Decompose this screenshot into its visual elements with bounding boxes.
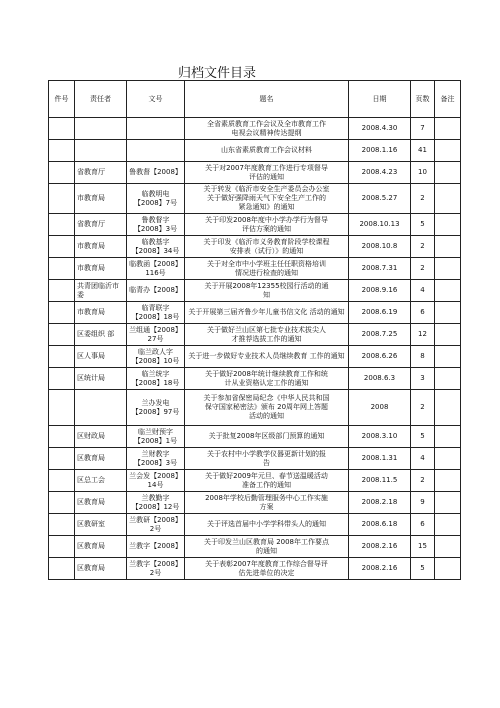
doc-no-line: 临兰统字 xyxy=(141,369,170,378)
cell-responsible: 区教研室 xyxy=(75,514,127,536)
cell-title xyxy=(185,536,349,558)
cell-doc-no xyxy=(127,346,185,368)
title-line: 关于印发兰山区教育局 2008年工作要点 xyxy=(203,537,330,546)
table-row xyxy=(49,236,461,258)
header-col-title: 题名 xyxy=(185,81,349,118)
cell-title xyxy=(185,280,349,302)
title-line: 评估的通知 xyxy=(249,172,284,181)
cell-pages: 6 xyxy=(411,514,435,536)
doc-no-line: 临教明电 xyxy=(141,189,170,198)
cell-remarks xyxy=(435,470,461,492)
doc-no-line: 【2008】34号 xyxy=(131,246,180,255)
cell-pages: 6 xyxy=(411,302,435,324)
cell-pages: 2 xyxy=(411,236,435,258)
doc-no-line: 兰办发电 xyxy=(141,398,170,407)
cell-remarks xyxy=(435,536,461,558)
cell-number xyxy=(49,140,75,162)
doc-no-line: 【2008】12号 xyxy=(131,502,180,511)
doc-no-line: 【2008】1号 xyxy=(133,436,178,445)
cell-title xyxy=(185,302,349,324)
cell-number xyxy=(49,390,75,426)
doc-no-line: 鲁教督字 xyxy=(141,215,170,224)
title-line: 关于对2007年度教育工作进行专项督导 xyxy=(205,163,328,172)
cell-pages: 2 xyxy=(411,184,435,214)
cell-pages: 4 xyxy=(411,280,435,302)
cell-number xyxy=(49,236,75,258)
cell-number xyxy=(49,426,75,448)
cell-responsible: 区教育局 xyxy=(75,448,127,470)
table-row xyxy=(49,492,461,514)
table-row xyxy=(49,302,461,324)
title-line: 关于做好2009年元旦、春节送温暖活动 xyxy=(205,471,328,480)
cell-pages: 5 xyxy=(411,214,435,236)
cell-pages: 41 xyxy=(411,140,435,162)
title-line: 关于印发《临沂市义务教育阶段学校课程 xyxy=(203,237,330,246)
cell-title xyxy=(185,324,349,346)
cell-date: 2008.6.3 xyxy=(349,368,411,390)
table-row xyxy=(49,448,461,470)
cell-title xyxy=(185,140,349,162)
cell-responsible xyxy=(75,140,127,162)
table-header-row xyxy=(49,81,461,118)
doc-no-line: 【2008】18号 xyxy=(131,378,180,387)
cell-number xyxy=(49,214,75,236)
cell-number xyxy=(49,346,75,368)
table-row xyxy=(49,558,461,580)
cell-pages: 5 xyxy=(411,558,435,580)
cell-date: 2008.2.16 xyxy=(349,558,411,580)
table-row xyxy=(49,162,461,184)
cell-date: 2008.2.16 xyxy=(349,536,411,558)
title-line: 关于做好2008年统计继续教育工作和统 xyxy=(205,369,328,378)
title-line: 电视会议精神传达提纲 xyxy=(231,128,302,137)
cell-title xyxy=(185,470,349,492)
cell-remarks xyxy=(435,492,461,514)
table-row xyxy=(49,346,461,368)
cell-remarks xyxy=(435,258,461,280)
cell-responsible: 省教育厅 xyxy=(75,214,127,236)
cell-date: 2008.7.31 xyxy=(349,258,411,280)
cell-remarks xyxy=(435,346,461,368)
archive-table xyxy=(48,80,461,580)
cell-remarks xyxy=(435,184,461,214)
doc-no-line: 2号 xyxy=(149,524,162,533)
cell-doc-no xyxy=(127,214,185,236)
title-line: 关于印发2008年度中小学办学行为督导 xyxy=(205,215,328,224)
title-line: 活动的通知 xyxy=(249,412,284,420)
title-line: 评估方案的通知 xyxy=(242,224,291,233)
cell-doc-no xyxy=(127,558,185,580)
cell-title xyxy=(185,492,349,514)
doc-no-line: 兰教字【2008】 xyxy=(129,559,182,568)
title-line: 计从业资格认定工作的通知 xyxy=(224,378,309,387)
table-row xyxy=(49,140,461,162)
title-line: 关于开展第三届齐鲁少年儿童书信文化 活动的通知 xyxy=(188,308,345,316)
cell-doc-no xyxy=(127,324,185,346)
cell-remarks xyxy=(435,302,461,324)
doc-no-line: 临教函【2008】 xyxy=(129,259,182,268)
cell-responsible: 区教育局 xyxy=(75,558,127,580)
header-col-pages: 页数 xyxy=(411,81,435,118)
cell-date: 2008.4.30 xyxy=(349,118,411,140)
cell-doc-no xyxy=(127,302,185,324)
doc-no-line: 兰组通【2008】 xyxy=(129,325,182,334)
cell-number xyxy=(49,118,75,140)
title-line: 关于农村中小学教学仪器更新计划的报 xyxy=(207,449,326,458)
doc-no-line: 临教基字 xyxy=(141,237,170,246)
cell-number xyxy=(49,470,75,492)
doc-no-line: 兰教研【2008】 xyxy=(129,515,182,524)
cell-date: 2008.6.26 xyxy=(349,346,411,368)
cell-number xyxy=(49,558,75,580)
table-row xyxy=(49,214,461,236)
title-line: 关于开展2008年12355校园行活动的通 xyxy=(204,281,329,290)
cell-pages: 10 xyxy=(411,162,435,184)
cell-doc-no xyxy=(127,448,185,470)
cell-number xyxy=(49,184,75,214)
doc-no-line: 116号 xyxy=(145,268,166,277)
cell-title xyxy=(185,390,349,426)
doc-no-line: 2号 xyxy=(149,568,162,577)
title-line: 关于批复2008年区级部门预算的通知 xyxy=(208,432,325,440)
header-col-responsible: 责任者 xyxy=(75,81,127,118)
doc-no-line: 兰教字【2008】 xyxy=(129,542,182,550)
title-line: 关于参加省保密局纪念《中华人民共和国 xyxy=(203,394,330,402)
cell-date: 2008.9.16 xyxy=(349,280,411,302)
cell-responsible: 区教育局 xyxy=(75,492,127,514)
cell-pages: 9 xyxy=(411,492,435,514)
cell-title xyxy=(185,346,349,368)
title-line: 告 xyxy=(263,458,270,467)
cell-doc-no xyxy=(127,162,185,184)
cell-remarks xyxy=(435,118,461,140)
title-line: 安排表（试行）》的通知 xyxy=(229,246,304,255)
title-line: 估先进单位的决定 xyxy=(238,568,295,577)
table-row xyxy=(49,470,461,492)
title-line: 关于做好强降雨天气下安全生产工作的 xyxy=(207,194,326,202)
doc-no-line: 【2008】18号 xyxy=(131,312,180,321)
cell-responsible: 市教育局 xyxy=(75,236,127,258)
cell-remarks xyxy=(435,214,461,236)
cell-pages: 2 xyxy=(411,390,435,426)
cell-responsible: 市教育局 xyxy=(75,184,127,214)
table-row xyxy=(49,426,461,448)
cell-doc-no xyxy=(127,140,185,162)
cell-title xyxy=(185,558,349,580)
cell-title xyxy=(185,258,349,280)
cell-responsible: 区教育局 xyxy=(75,536,127,558)
cell-doc-no xyxy=(127,470,185,492)
cell-number xyxy=(49,448,75,470)
cell-doc-no xyxy=(127,492,185,514)
cell-doc-no xyxy=(127,184,185,214)
doc-no-line: 27号 xyxy=(147,334,164,343)
table-row xyxy=(49,536,461,558)
doc-no-line: 鲁教督【2008】 xyxy=(129,168,182,176)
cell-remarks xyxy=(435,324,461,346)
cell-responsible: 共青团临沂市委 xyxy=(75,280,127,302)
doc-no-line: 兰会发【2008】 xyxy=(129,471,182,480)
cell-pages: 5 xyxy=(411,426,435,448)
title-line: 全省素质教育工作会议及全市教育工作 xyxy=(207,119,326,128)
title-line: 关于转发《临沂市安全生产委员会办公室 xyxy=(203,185,330,193)
cell-title xyxy=(185,118,349,140)
cell-date: 2008.6.19 xyxy=(349,302,411,324)
cell-pages: 2 xyxy=(411,470,435,492)
cell-pages: 2 xyxy=(411,258,435,280)
table-row xyxy=(49,184,461,214)
header-col-remarks: 备注 xyxy=(435,81,461,118)
title-line: 2008年学校后勤管理服务中心工作实施 xyxy=(205,493,328,502)
title-line: 关于对全市中小学班主任任职资格培训 xyxy=(207,259,326,268)
table-row xyxy=(49,368,461,390)
title-line: 情况进行检查的通知 xyxy=(235,268,298,277)
cell-responsible: 区财政局 xyxy=(75,426,127,448)
cell-remarks xyxy=(435,558,461,580)
cell-doc-no xyxy=(127,236,185,258)
cell-number xyxy=(49,162,75,184)
doc-no-line: 【2008】97号 xyxy=(131,407,180,416)
cell-responsible: 市教育局 xyxy=(75,258,127,280)
cell-date: 2008.6.18 xyxy=(349,514,411,536)
cell-pages: 3 xyxy=(411,368,435,390)
cell-pages: 7 xyxy=(411,118,435,140)
title-line: 方案 xyxy=(259,502,274,511)
cell-number xyxy=(49,324,75,346)
cell-number xyxy=(49,258,75,280)
header-col-date: 日期 xyxy=(349,81,411,118)
cell-title xyxy=(185,448,349,470)
cell-remarks xyxy=(435,280,461,302)
cell-date: 2008.5.27 xyxy=(349,184,411,214)
cell-remarks xyxy=(435,368,461,390)
cell-remarks xyxy=(435,236,461,258)
doc-no-line: 【2008】7号 xyxy=(133,198,178,207)
cell-responsible: 区人事局 xyxy=(75,346,127,368)
page-title: 归档文件目录 xyxy=(178,66,257,81)
table-row xyxy=(49,390,461,426)
cell-number xyxy=(49,492,75,514)
cell-doc-no xyxy=(127,390,185,426)
title-line: 关于评选首届中小学学科带头人的通知 xyxy=(207,520,326,528)
cell-pages: 8 xyxy=(411,346,435,368)
doc-no-line: 兰教勤字 xyxy=(141,493,170,502)
table-row xyxy=(49,514,461,536)
header-col-doc-no: 文号 xyxy=(127,81,185,118)
cell-responsible: 区委组织 部 xyxy=(75,324,127,346)
cell-responsible xyxy=(75,118,127,140)
cell-doc-no xyxy=(127,368,185,390)
doc-no-line: 临兰政人字 xyxy=(138,347,173,356)
cell-responsible xyxy=(75,390,127,426)
cell-responsible: 市教育局 xyxy=(75,302,127,324)
cell-doc-no xyxy=(127,258,185,280)
header-col-number: 件号 xyxy=(49,81,75,118)
cell-date: 2008.4.23 xyxy=(349,162,411,184)
cell-title xyxy=(185,514,349,536)
cell-date: 2008.3.10 xyxy=(349,426,411,448)
title-line: 才推荐选拔工作的通知 xyxy=(231,334,302,343)
cell-number xyxy=(49,536,75,558)
title-line: 山东省素质教育工作会议材料 xyxy=(221,146,312,154)
cell-responsible: 省教育厅 xyxy=(75,162,127,184)
cell-doc-no xyxy=(127,426,185,448)
table-row xyxy=(49,324,461,346)
cell-title xyxy=(185,184,349,214)
title-line: 关于表彰2007年度教育工作综合督导评 xyxy=(205,559,328,568)
cell-remarks xyxy=(435,390,461,426)
cell-date: 2008.11.5 xyxy=(349,470,411,492)
cell-responsible: 区统计局 xyxy=(75,368,127,390)
title-line: 关于进一步做好专业技术人员继续教育 工作的通知 xyxy=(188,352,345,360)
table-row xyxy=(49,280,461,302)
cell-number xyxy=(49,514,75,536)
cell-title xyxy=(185,368,349,390)
cell-date: 2008.2.18 xyxy=(349,492,411,514)
cell-doc-no xyxy=(127,280,185,302)
cell-pages: 12 xyxy=(411,324,435,346)
cell-date: 2008.1.31 xyxy=(349,448,411,470)
title-line: 紧急通知》的通知 xyxy=(238,203,295,211)
cell-date: 2008.10.13 xyxy=(349,214,411,236)
cell-number xyxy=(49,280,75,302)
cell-responsible: 区总工会 xyxy=(75,470,127,492)
cell-number xyxy=(49,368,75,390)
cell-number xyxy=(49,302,75,324)
title-line: 知 xyxy=(263,290,270,299)
doc-no-line: 【2008】3号 xyxy=(133,224,178,233)
cell-remarks xyxy=(435,162,461,184)
cell-doc-no xyxy=(127,536,185,558)
cell-remarks xyxy=(435,140,461,162)
cell-pages: 4 xyxy=(411,448,435,470)
doc-no-line: 兰财教字 xyxy=(141,449,170,458)
cell-title xyxy=(185,426,349,448)
cell-pages: 15 xyxy=(411,536,435,558)
doc-no-line: 临兰财预字 xyxy=(138,427,173,436)
doc-no-line: 14号 xyxy=(147,480,164,489)
cell-date: 2008 xyxy=(349,390,411,426)
doc-no-line: 临青联字 xyxy=(141,303,170,312)
cell-title xyxy=(185,162,349,184)
title-line: 的通知 xyxy=(256,546,277,555)
cell-doc-no xyxy=(127,514,185,536)
cell-date: 2008.1.16 xyxy=(349,140,411,162)
cell-remarks xyxy=(435,514,461,536)
doc-no-line: 【2008】10号 xyxy=(131,356,180,365)
table-row xyxy=(49,118,461,140)
title-line: 关于做好兰山区第七批专业技术拔尖人 xyxy=(207,325,326,334)
cell-date: 2008.7.25 xyxy=(349,324,411,346)
table-row xyxy=(49,258,461,280)
cell-title xyxy=(185,214,349,236)
cell-date: 2008.10.8 xyxy=(349,236,411,258)
title-line: 准备工作的通知 xyxy=(242,480,291,489)
title-line: 保守国家秘密法》颁布 20周年网上答题 xyxy=(204,403,329,411)
cell-remarks xyxy=(435,448,461,470)
cell-title xyxy=(185,236,349,258)
cell-doc-no xyxy=(127,118,185,140)
doc-no-line: 临青办【2008】 xyxy=(129,286,182,294)
doc-no-line: 【2008】3号 xyxy=(133,458,178,467)
cell-remarks xyxy=(435,426,461,448)
